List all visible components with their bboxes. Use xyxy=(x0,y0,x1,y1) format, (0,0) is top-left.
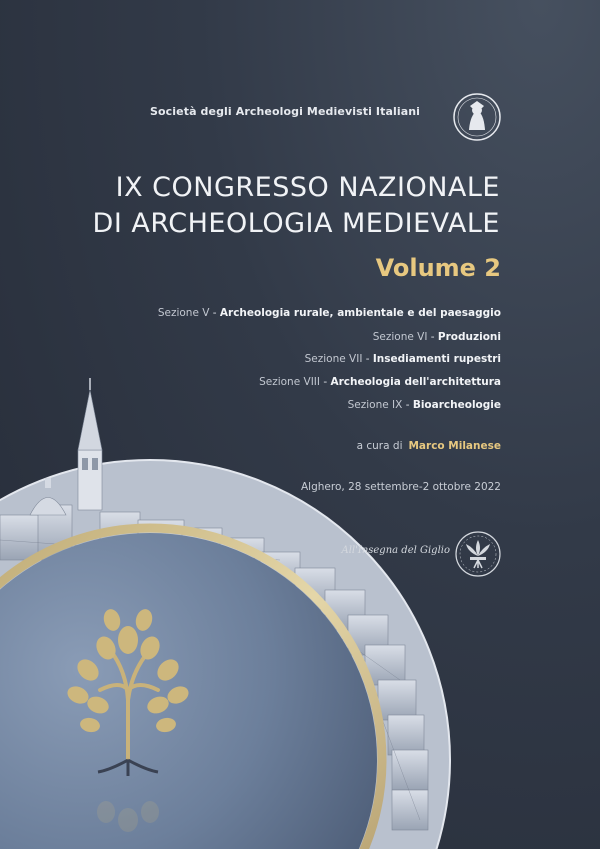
portrait-medallion-icon xyxy=(452,92,502,142)
title-line-2: DI ARCHEOLOGIA MEDIEVALE xyxy=(92,208,500,239)
lily-emblem-icon xyxy=(454,530,502,578)
section-label: Sezione IX xyxy=(347,399,403,411)
section-title: Archeologia dell'architettura xyxy=(330,376,501,388)
editor-line xyxy=(357,440,501,452)
section-title: Insediamenti rupestri xyxy=(372,353,501,365)
section-title: Archeologia rurale, ambientale e del paesaggio xyxy=(219,307,501,319)
section-line xyxy=(158,307,501,319)
section-line xyxy=(348,399,501,411)
editor-prefix: a cura di xyxy=(356,440,403,452)
section-title: Bioarcheologie xyxy=(412,399,501,411)
section-title: Produzioni xyxy=(437,331,501,343)
section-label: Sezione VII xyxy=(304,353,363,365)
title-line-1: IX CONGRESSO NAZIONALE xyxy=(115,172,500,203)
section-line xyxy=(305,353,501,365)
section-label: Sezione V xyxy=(157,307,210,319)
section-label: Sezione VIII xyxy=(259,376,320,388)
section-separator: - xyxy=(402,399,413,411)
section-separator: - xyxy=(362,353,373,365)
editor-name: Marco Milanese xyxy=(408,440,501,452)
society-name: Società degli Archeologi Medievisti Italiani xyxy=(150,105,421,118)
section-line xyxy=(373,331,501,343)
place-date: Alghero, 28 settembre-2 ottobre 2022 xyxy=(301,481,501,493)
section-separator: - xyxy=(319,376,331,388)
section-line xyxy=(259,376,501,388)
publisher-name: All'Insegna del Giglio xyxy=(341,545,450,556)
section-separator: - xyxy=(209,307,220,319)
section-separator: - xyxy=(427,331,438,343)
volume-label: Volume 2 xyxy=(375,254,501,282)
section-label: Sezione VI xyxy=(372,331,428,343)
